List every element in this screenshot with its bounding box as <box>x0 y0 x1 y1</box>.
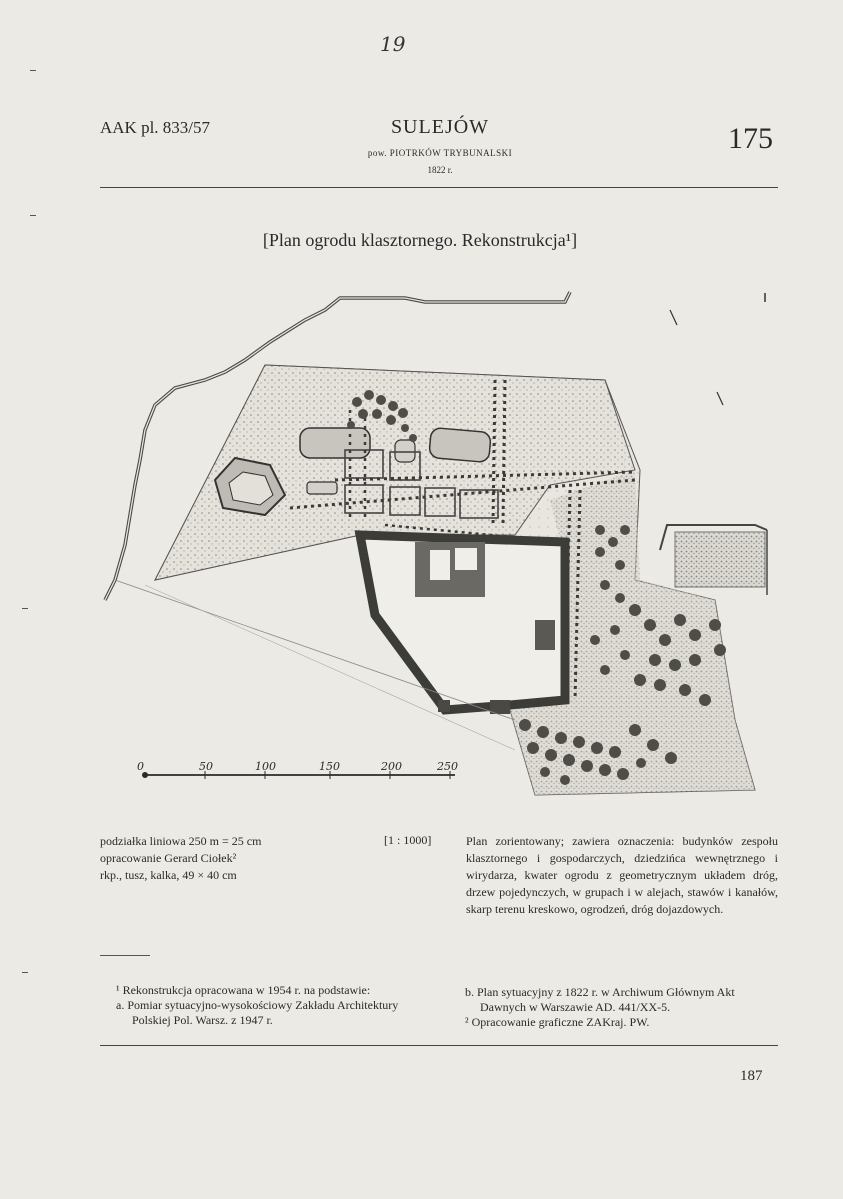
header-rule <box>100 187 778 188</box>
monastery-complex <box>360 535 565 714</box>
scale-label-250: 250 <box>437 760 458 773</box>
author-text: opracowanie Gerard Ciołek² <box>100 851 237 865</box>
footer-rule <box>100 1045 778 1046</box>
edge-mark <box>22 972 28 973</box>
footnote-1-b-line1: b. Plan sytuacyjny z 1822 r. w Archiwum Głównym Akt <box>465 985 735 999</box>
footnote-2: ² Opracowanie graficzne ZAKraj. PW. <box>465 1015 650 1029</box>
scale-label-0: 0 <box>137 760 144 773</box>
plan-info <box>100 833 261 884</box>
medium-text: rkp., tusz, kalka, 49 × 40 cm <box>100 868 237 882</box>
page-number: 187 <box>740 1068 763 1084</box>
footnote-1-a-line1: a. Pomiar sytuacyjno-wysokościowy Zakładu Architektury <box>116 998 399 1012</box>
footnote-1-intro: ¹ Rekonstrukcja opracowana w 1954 r. na podstawie: <box>116 983 371 997</box>
edge-mark <box>22 608 28 609</box>
plate-number: 175 <box>728 122 773 155</box>
footnote-1-b-line2: Dawnych w Warszawie AD. 441/XX-5. <box>480 1000 671 1014</box>
handwritten-number: 19 <box>380 32 406 56</box>
footnote-1-a-line2: Polskiej Pol. Warsz. z 1947 r. <box>132 1013 273 1027</box>
plan-caption: [Plan ogrodu klasztornego. Rekonstrukcja¹] <box>262 230 578 250</box>
plan-description: Plan zorientowany; zawiera oznaczenia: budynków zespołu klasztornego i gospodarczych, dziedzińca wewnętrznego i wirydarza, kwater ogrodu z geometrycznym układem dróg, drzew pojedynczych, w grupach i w alejach, stawów i kanałów, skarp terenu kreskowo, ogrodzeń, dróg dojazdowych. <box>466 834 778 916</box>
year-label: 1822 r. <box>427 165 453 175</box>
scale-label-50: 50 <box>199 760 213 773</box>
scale-label-200: 200 <box>381 760 402 773</box>
scale-bar <box>137 760 458 779</box>
scale-label-150: 150 <box>319 760 340 773</box>
scale-text: podziałka liniowa 250 m = 25 cm <box>100 834 262 848</box>
garden-plan-map <box>95 280 785 810</box>
edge-mark <box>30 215 36 216</box>
archive-reference: AAK pl. 833/57 <box>100 118 211 137</box>
district-subtitle: pow. PIOTRKÓW TRYBUNALSKI <box>367 148 513 158</box>
footnote-separator <box>100 955 150 956</box>
scale-label-100: 100 <box>255 760 276 773</box>
edge-mark <box>30 70 36 71</box>
page-title: SULEJÓW <box>390 116 490 138</box>
scale-ratio: [1 : 1000] <box>384 833 432 847</box>
